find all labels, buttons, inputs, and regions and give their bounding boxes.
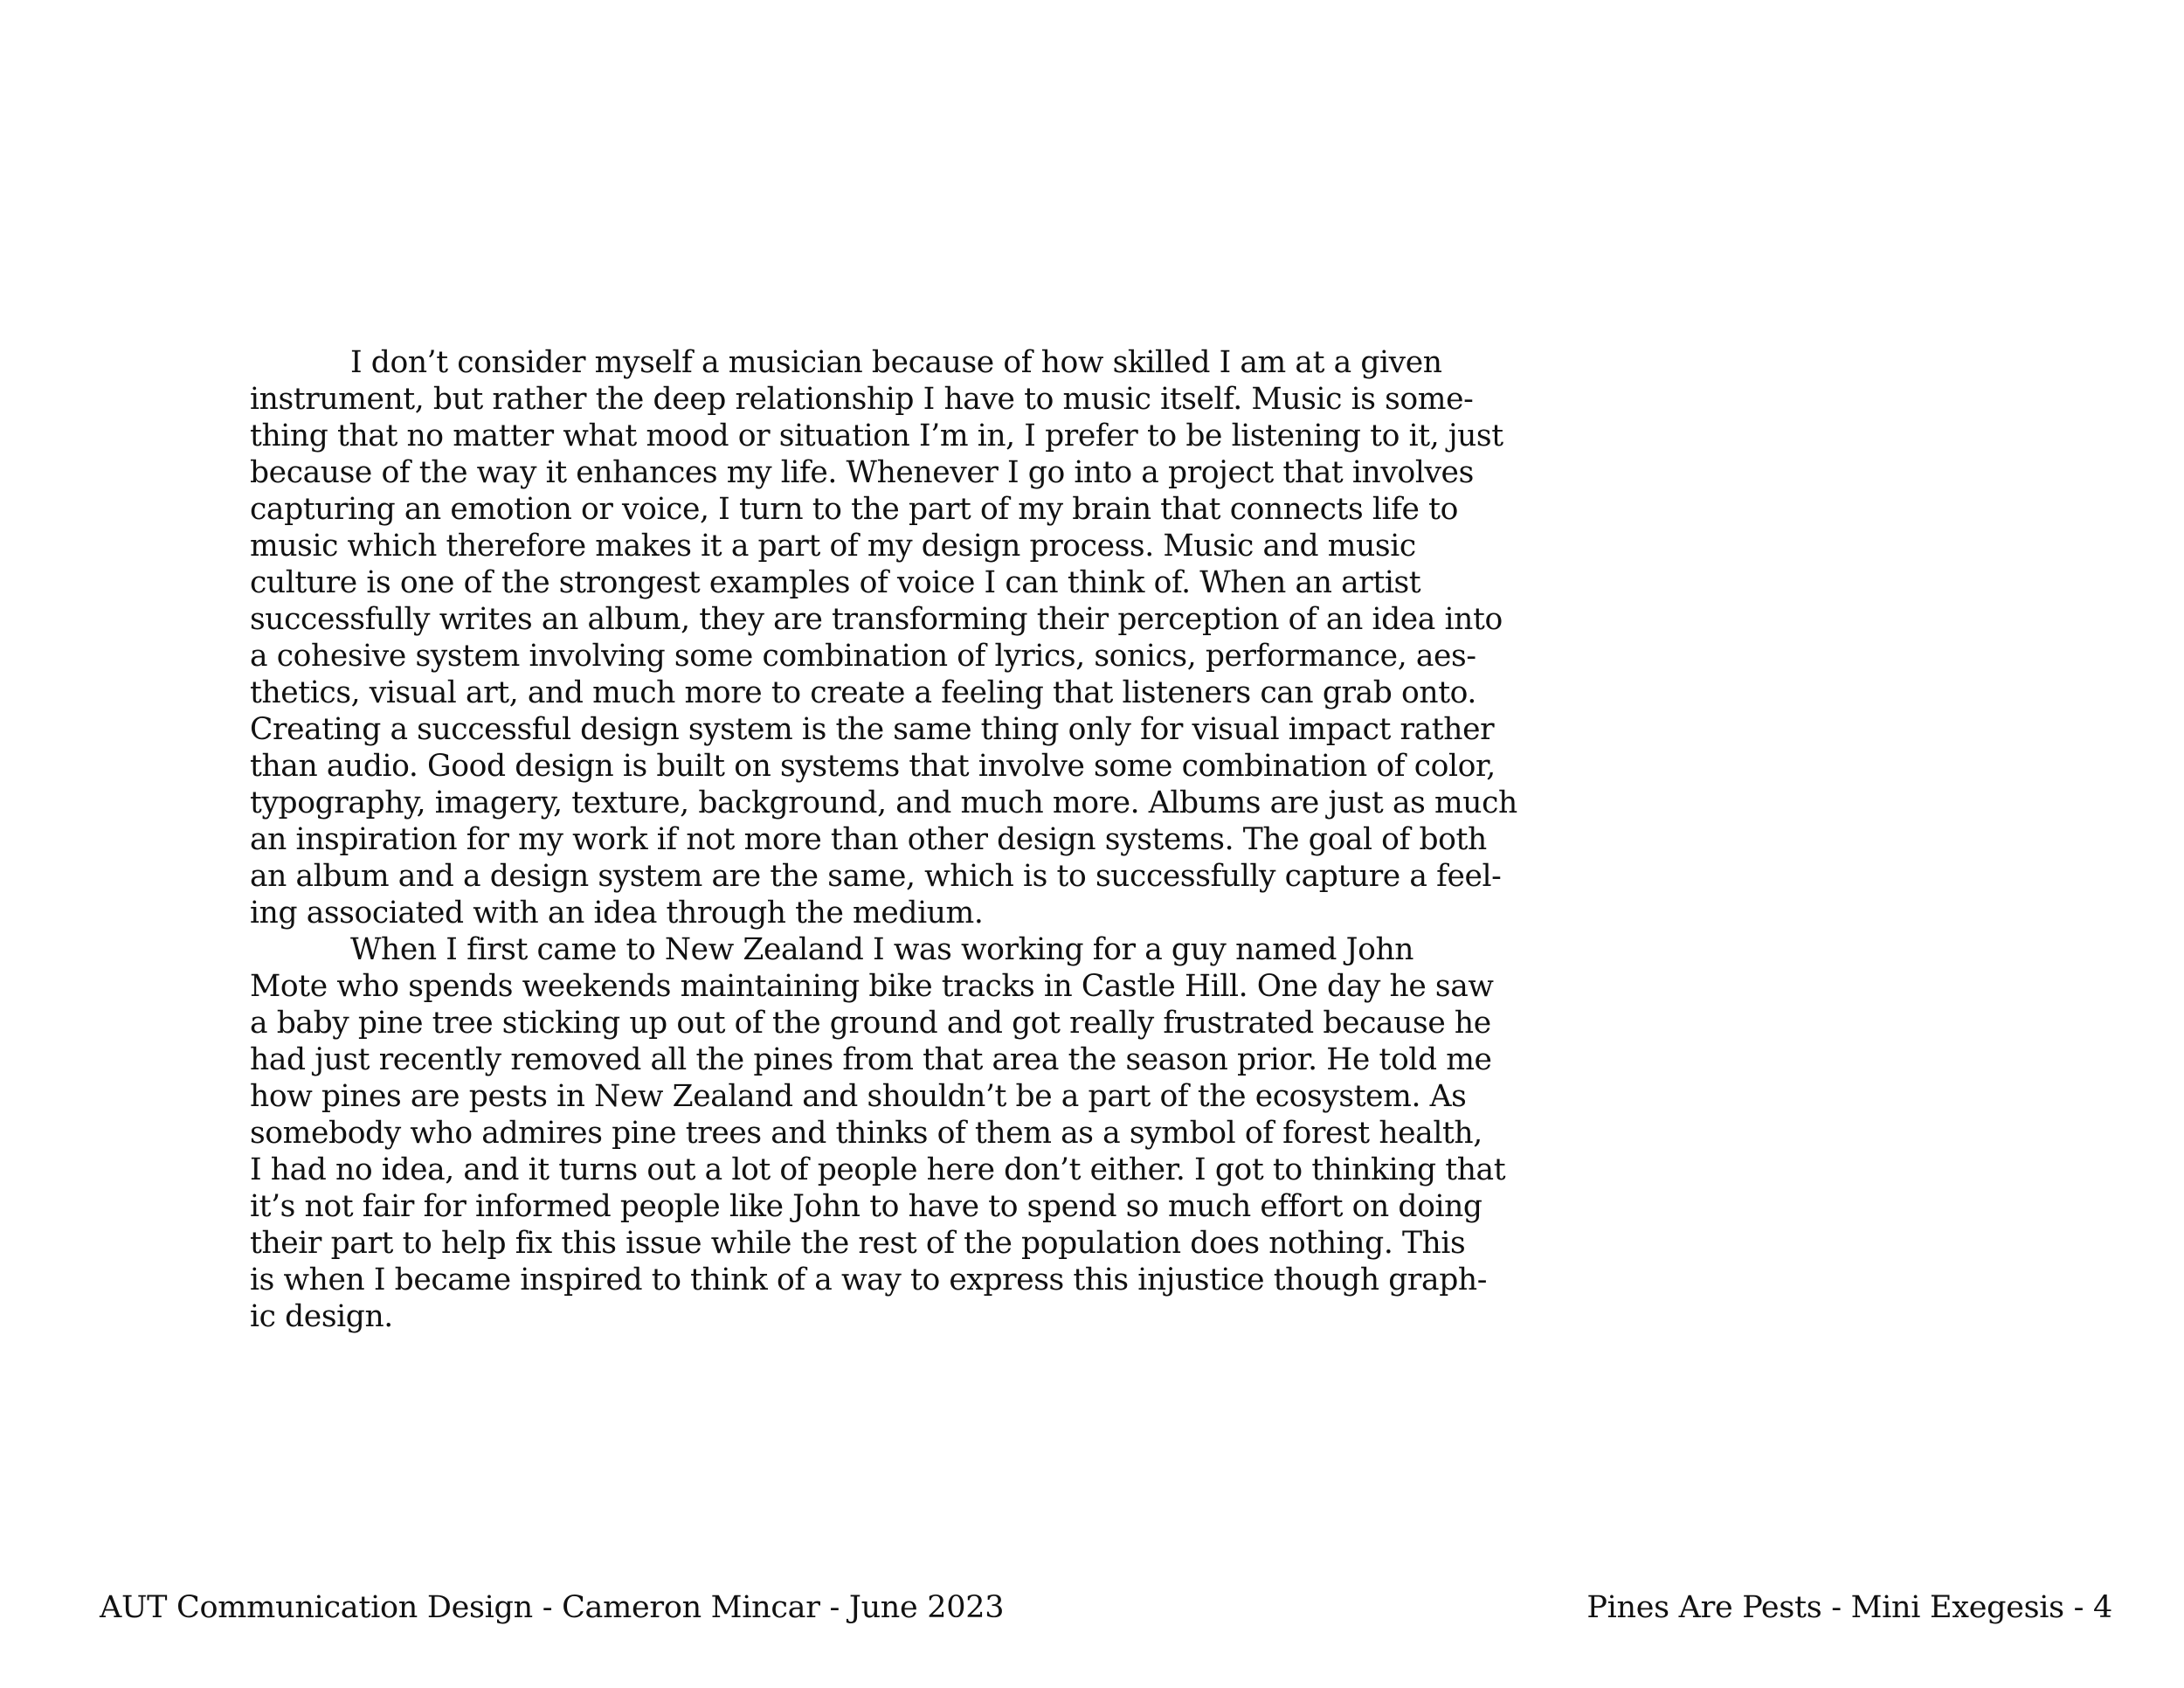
text-line: their part to help fix this issue while the rest of the population does nothing. This <box>250 1226 1466 1261</box>
text-line: a cohesive system involving some combination of lyrics, sonics, performance, aes- <box>250 639 1476 674</box>
footer-credit: AUT Communication Design - Cameron Mincar - June 2023 <box>100 1590 1005 1625</box>
text-line: instrument, but rather the deep relationship I have to music itself. Music is some- <box>250 382 1474 417</box>
text-line: ing associated with an idea through the medium. <box>250 896 984 930</box>
text-line: capturing an emotion or voice, I turn to the part of my brain that connects life to <box>250 492 1458 527</box>
text-line: is when I became inspired to think of a way to express this injustice though graph- <box>250 1263 1487 1297</box>
footer-page-info: Pines Are Pests - Mini Exegesis - 4 <box>1586 1590 2112 1625</box>
text-line: an album and a design system are the same, which is to successfully capture a feel- <box>250 859 1502 894</box>
text-line: thetics, visual art, and much more to create a feeling that listeners can grab onto. <box>250 675 1476 710</box>
text-line: typography, imagery, texture, background, and much more. Albums are just as much <box>250 785 1517 820</box>
text-line: an inspiration for my work if not more than other design systems. The goal of both <box>250 822 1487 857</box>
text-line: how pines are pests in New Zealand and shouldn’t be a part of the ecosystem. As <box>250 1079 1467 1114</box>
paragraph-pines <box>250 931 1506 1335</box>
text-line: Mote who spends weekends maintaining bike tracks in Castle Hill. One day he saw <box>250 969 1494 1004</box>
text-line: because of the way it enhances my life. Whenever I go into a project that involves <box>250 455 1474 490</box>
text-line: culture is one of the strongest examples of voice I can think of. When an artist <box>250 565 1421 600</box>
text-line: somebody who admires pine trees and thinks of them as a symbol of forest health, <box>250 1116 1482 1151</box>
text-line: I had no idea, and it turns out a lot of people here don’t either. I got to thinking that <box>250 1152 1506 1187</box>
text-line: Creating a successful design system is the same thing only for visual impact rather <box>250 712 1495 747</box>
text-line: a baby pine tree sticking up out of the ground and got really frustrated because he <box>250 1006 1491 1041</box>
text-line: thing that no matter what mood or situation I’m in, I prefer to be listening to it, just <box>250 419 1503 453</box>
text-line: had just recently removed all the pines from that area the season prior. He told me <box>250 1042 1492 1077</box>
paragraph-music <box>250 344 1517 931</box>
body-text <box>250 344 1517 1335</box>
text-line: I don’t consider myself a musician because of how skilled I am at a given <box>350 345 1442 380</box>
text-line: it’s not fair for informed people like John to have to spend so much effort on doing <box>250 1189 1482 1224</box>
text-line: music which therefore makes it a part of my design process. Music and music <box>250 529 1416 564</box>
text-line: successfully writes an album, they are transforming their perception of an idea into <box>250 602 1503 637</box>
text-line: than audio. Good design is built on systems that involve some combination of color, <box>250 749 1496 784</box>
text-line: When I first came to New Zealand I was working for a guy named John <box>350 932 1414 967</box>
text-line: ic design. <box>250 1299 393 1334</box>
